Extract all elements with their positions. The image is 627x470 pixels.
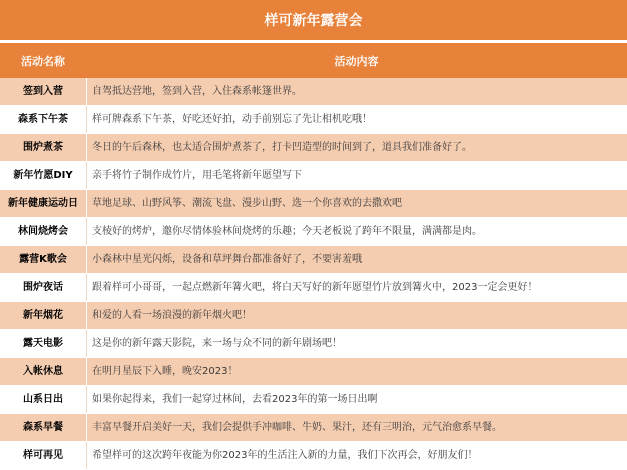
activity-name-cell: 签到入营 xyxy=(0,78,87,106)
activity-name-cell: 林间烧烤会 xyxy=(0,218,87,246)
header-activity-name: 活动名称 xyxy=(21,54,65,68)
activity-name-cell: 新年健康运动日 xyxy=(0,190,87,218)
activity-name-cell: 新年竹愿DIY xyxy=(0,162,87,190)
activity-name-cell: 样可再见 xyxy=(0,442,87,470)
activity-name-cell: 入帐休息 xyxy=(0,358,87,386)
activity-name-cell: 露营K歌会 xyxy=(0,246,87,274)
table-row xyxy=(0,358,627,386)
activity-content-cell: 冬日的午后森林，也太适合围炉煮茶了，打卡凹造型的时间到了，道具我们准备好了。 xyxy=(87,134,627,162)
table-row xyxy=(0,78,627,106)
activity-content-cell: 亲手将竹子制作成竹片，用毛笔将新年愿望写下 xyxy=(87,162,627,190)
activity-name-cell: 露天电影 xyxy=(0,330,87,358)
table-row xyxy=(0,414,627,442)
table-row xyxy=(0,218,627,246)
table-row xyxy=(0,162,627,190)
activity-name-cell: 森系下午茶 xyxy=(0,106,87,134)
activity-content-cell: 希望样可的这次跨年夜能为你2023年的生活注入新的力量，我们下次再会，好朋友们！ xyxy=(87,442,627,470)
activity-name-cell: 围炉夜话 xyxy=(0,274,87,302)
header-activity-content: 活动内容 xyxy=(334,54,379,68)
table-row xyxy=(0,190,627,218)
table-row xyxy=(0,386,627,414)
activity-content-cell: 自驾抵达营地，签到入营，入住森系帐篷世界。 xyxy=(87,78,627,106)
table-row xyxy=(0,302,627,330)
activity-content-cell: 丰富早餐开启美好一天，我们会提供手冲咖啡、牛奶、果汁，还有三明治，元气治愈系早餐。 xyxy=(87,414,627,442)
table-row xyxy=(0,274,627,302)
activity-name-cell: 围炉煮茶 xyxy=(0,134,87,162)
activity-content-cell: 在明月星辰下入睡，晚安2023！ xyxy=(87,358,627,386)
activity-content-cell: 草地足球、山野风筝、潮流飞盘、漫步山野、选一个你喜欢的去撒欢吧 xyxy=(87,190,627,218)
table-row xyxy=(0,134,627,162)
activity-content-cell: 这是你的新年露天影院，来一场与众不同的新年剧场吧！ xyxy=(87,330,627,358)
activity-content-cell: 小森林中星光闪烁，设备和草坪舞台都准备好了，不要害羞哦 xyxy=(87,246,627,274)
activity-content-cell: 如果你起得来，我们一起穿过林间，去看2023年的第一场日出啊 xyxy=(87,386,627,414)
activity-name-cell: 森系早餐 xyxy=(0,414,87,442)
schedule-table xyxy=(0,78,627,470)
activity-content-cell: 样可牌森系下午茶，好吃还好拍，动手前别忘了先让相机吃哦！ xyxy=(87,106,627,134)
activity-name-cell: 山系日出 xyxy=(0,386,87,414)
table-row xyxy=(0,106,627,134)
table-row xyxy=(0,330,627,358)
activity-content-cell: 支棱好的烤炉，邀你尽情体验林间烧烤的乐趣；今天老板说了跨年不限量，满满都是肉。 xyxy=(87,218,627,246)
table-row xyxy=(0,442,627,470)
activity-content-cell: 跟着样可小哥哥，一起点燃新年篝火吧，将白天写好的新年愿望竹片放到篝火中，2023一定会更好！ xyxy=(87,274,627,302)
activity-content-cell: 和爱的人看一场浪漫的新年烟火吧！ xyxy=(87,302,627,330)
page-title: 样可新年露营会 xyxy=(0,0,627,40)
table-row xyxy=(0,246,627,274)
activity-name-cell: 新年烟花 xyxy=(0,302,87,330)
table-header xyxy=(0,43,627,78)
